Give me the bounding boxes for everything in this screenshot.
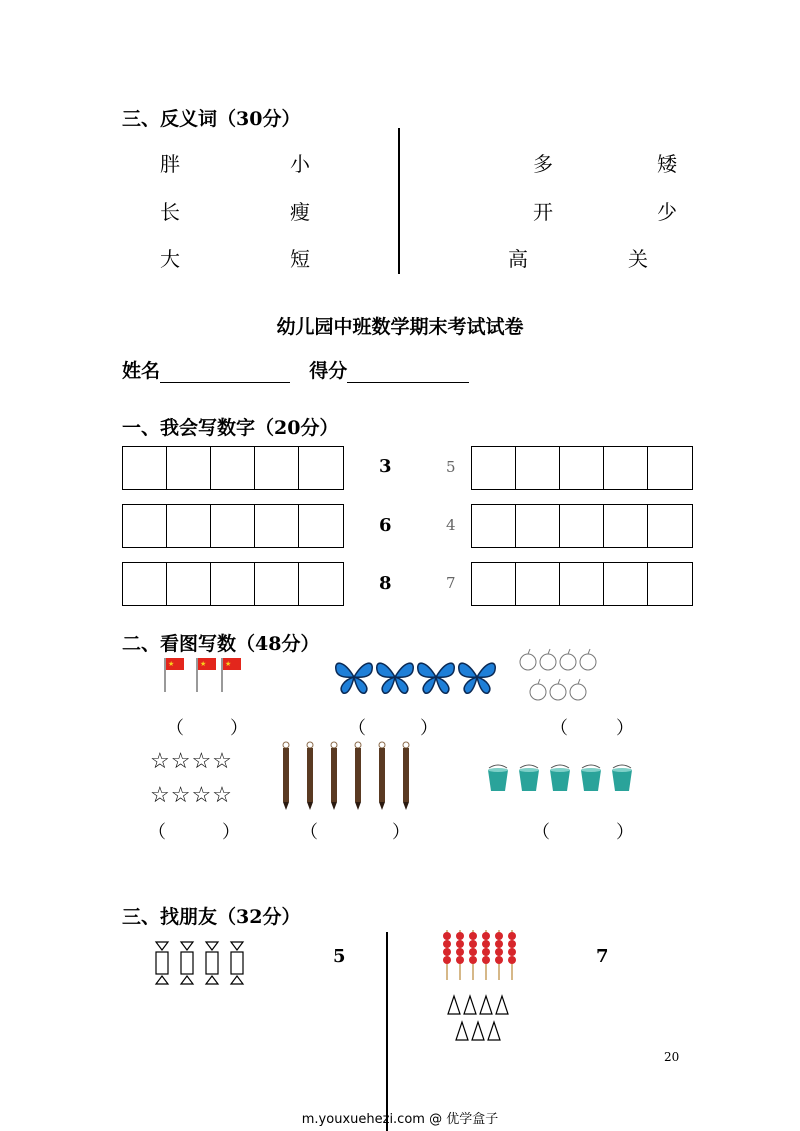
haws-group [440,928,520,982]
flag-group [162,656,246,694]
target-number: 5 [446,458,456,476]
pencil-group [278,740,418,812]
score-field[interactable] [347,362,469,383]
antonym-word: 瘦 [290,200,310,224]
antonym-word: 长 [160,200,180,224]
pencil-icon [355,742,361,810]
triangle-outline-icon [448,996,460,1014]
answer-paren-close: ） [392,822,410,843]
antonym-word: 大 [160,247,180,271]
butterfly-icon [418,663,455,693]
match-number: 7 [596,946,609,967]
name-field[interactable] [160,362,290,383]
answer-paren-open: （ [532,822,550,843]
answer-paren-open: （ [348,718,366,739]
pencil-icon [379,742,385,810]
antonym-word: 胖 [160,152,180,176]
answer-paren-close: ） [420,718,438,739]
triangle-outline-icon [464,996,476,1014]
candied-haws-icon [456,930,464,980]
match-number: 5 [333,946,346,967]
triangle-outline-icon [456,1022,468,1040]
bucket-icon [488,765,508,791]
apple-outline-icon [540,649,556,670]
name-label: 姓名 [122,360,161,382]
triangle-group [446,994,512,1042]
candy-icon [231,942,243,984]
target-number: 3 [379,456,392,477]
count-pictures-heading: 二、看图写数（48分） [122,633,320,655]
answer-paren-open: （ [550,718,568,739]
triangle-outline-icon [480,996,492,1014]
butterfly-icon [377,663,414,693]
apple-group [516,646,608,708]
writing-grid-right-3[interactable] [471,562,693,606]
writing-grid-left-2[interactable] [122,504,344,548]
candied-haws-icon [469,930,477,980]
antonyms-divider [398,128,400,274]
exam-title: 幼儿园中班数学期末考试试卷 [276,316,524,338]
answer-paren-open: （ [300,822,318,843]
antonym-word: 关 [628,247,648,271]
antonym-word: 多 [533,152,553,176]
bucket-icon [550,765,570,791]
candy-group [154,940,250,988]
match-heading: 三、找朋友（32分） [122,906,301,928]
antonym-word: 高 [508,247,528,271]
candied-haws-icon [495,930,503,980]
page-number: 20 [664,1050,680,1064]
antonym-word: 矮 [657,152,677,176]
pencil-icon [283,742,289,810]
candy-icon [206,942,218,984]
pencil-icon [403,742,409,810]
star-row: ☆☆☆☆ [150,749,233,774]
bucket-icon [612,765,632,791]
flag-icon [165,658,184,692]
target-number: 6 [379,515,392,536]
target-number: 7 [446,574,456,592]
answer-paren-close: ） [616,718,634,739]
apple-outline-icon [560,649,576,670]
triangle-outline-icon [488,1022,500,1040]
pencil-icon [307,742,313,810]
candy-icon [156,942,168,984]
answer-paren-close: ） [230,718,248,739]
candied-haws-icon [443,930,451,980]
writing-grid-left-3[interactable] [122,562,344,606]
antonym-word: 短 [290,247,310,271]
triangle-outline-icon [472,1022,484,1040]
antonym-word: 少 [657,200,677,224]
writing-grid-left-1[interactable] [122,446,344,490]
apple-outline-icon [570,679,586,700]
pencil-icon [331,742,337,810]
triangle-outline-icon [496,996,508,1014]
butterfly-icon [459,663,496,693]
bucket-icon [581,765,601,791]
svg-text:★: ★ [225,660,232,668]
flag-icon [197,658,216,692]
candy-icon [181,942,193,984]
target-number: 8 [379,573,392,594]
apple-outline-icon [550,679,566,700]
apple-outline-icon [580,649,596,670]
answer-paren-open: （ [166,718,184,739]
name-score-row [122,356,469,383]
writing-grid-right-2[interactable] [471,504,693,548]
bucket-group [486,764,642,794]
bucket-icon [519,765,539,791]
answer-paren-close: ） [222,822,240,843]
butterfly-group [334,658,498,696]
candied-haws-icon [482,930,490,980]
butterfly-icon [336,663,373,693]
antonym-word: 开 [533,200,553,224]
svg-text:★: ★ [168,660,175,668]
write-numbers-heading: 一、我会写数字（20分） [122,417,339,439]
star-row: ☆☆☆☆ [150,783,233,808]
svg-text:★: ★ [200,660,207,668]
apple-outline-icon [530,679,546,700]
antonym-word: 小 [290,152,310,176]
flag-icon [222,658,241,692]
writing-grid-right-1[interactable] [471,446,693,490]
apple-outline-icon [520,649,536,670]
answer-paren-open: （ [148,822,166,843]
footer-watermark: m.youxuehezi.com @ 优学盒子 [301,1112,499,1127]
score-label: 得分 [309,360,348,382]
candied-haws-icon [508,930,516,980]
answer-paren-close: ） [616,822,634,843]
antonyms-heading: 三、反义词（30分） [122,108,301,130]
target-number: 4 [446,516,456,534]
match-divider [386,932,388,1131]
